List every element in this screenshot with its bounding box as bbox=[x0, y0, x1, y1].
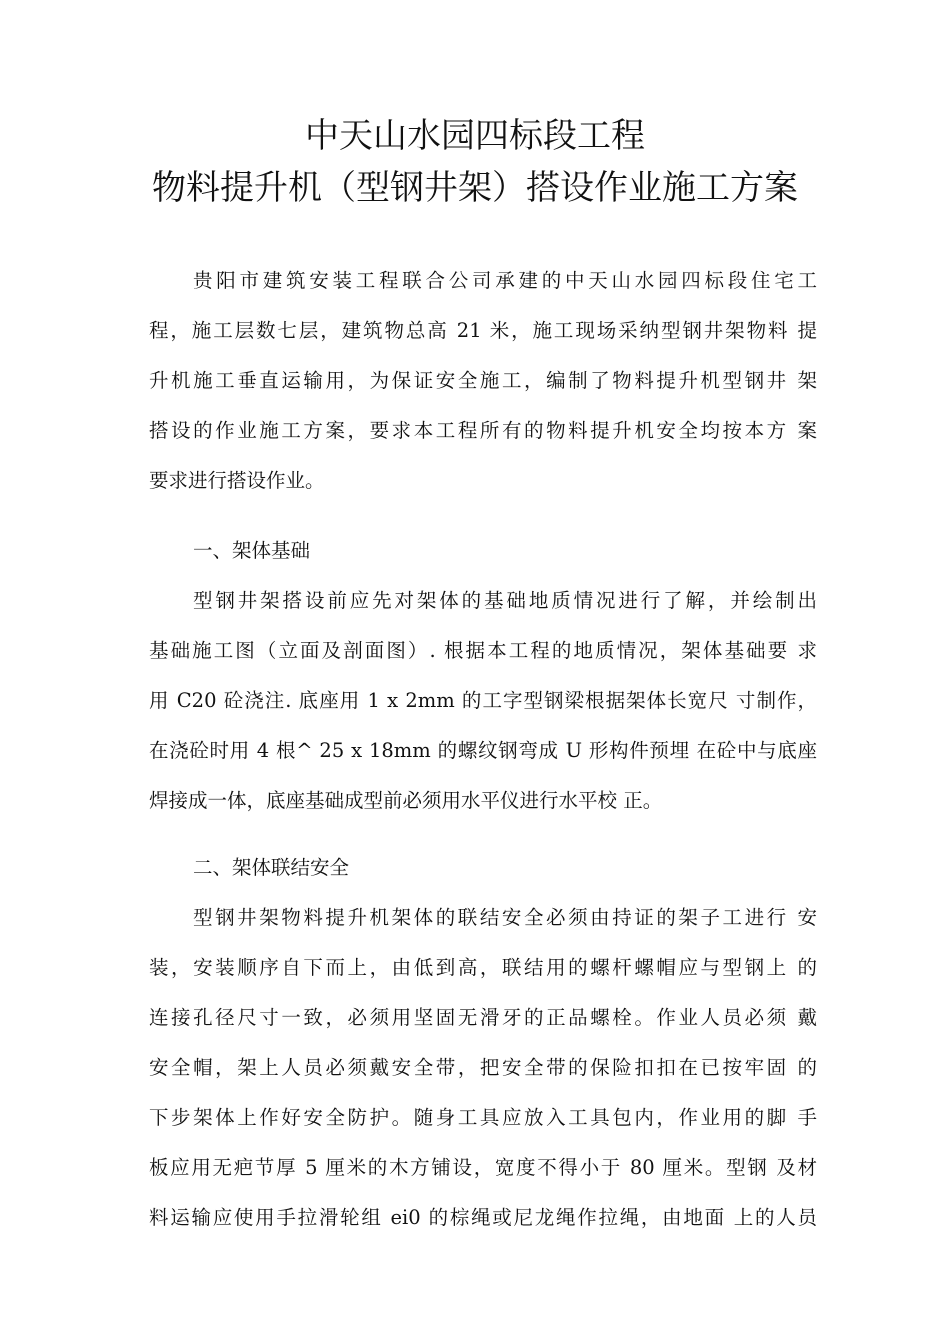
section-1-heading: 一、架体基础 bbox=[193, 539, 311, 562]
document-title-line-1: 中天山水园四标段工程 bbox=[305, 116, 645, 156]
section-2-heading: 二、架体联结安全 bbox=[193, 856, 350, 879]
section-1-line-3: 用 C20 砼浇注. 底座用 1 x 2mm 的工字型钢梁根据架体长宽尺 寸制作， bbox=[149, 689, 817, 712]
section-1-line-5: 焊接成一体，底座基础成型前必须用水平仪进行水平校 正。 bbox=[149, 789, 663, 812]
document-title-line-2: 物料提升机（型钢井架）搭设作业施工方案 bbox=[152, 168, 798, 208]
section-2-line-2: 装，安装顺序自下而上，由低到高，联结用的螺杆螺帽应与型钢上 的 bbox=[149, 956, 817, 979]
section-2-line-4: 安全帽，架上人员必须戴安全带，把安全带的保险扣扣在已按牢固 的 bbox=[149, 1056, 817, 1079]
section-2-line-3: 连接孔径尺寸一致，必须用坚固无滑牙的正品螺栓。作业人员必须 戴 bbox=[149, 1006, 817, 1029]
section-2-line-5: 下步架体上作好安全防护。随身工具应放入工具包内，作业用的脚 手 bbox=[149, 1106, 817, 1129]
intro-line-5: 要求进行搭设作业。 bbox=[149, 469, 325, 492]
section-2-line-1: 型钢井架物料提升机架体的联结安全必须由持证的架子工进行 安 bbox=[193, 906, 817, 929]
section-2-line-7: 料运输应使用手拉滑轮组 ei0 的棕绳或尼龙绳作拉绳，由地面 上的人员 bbox=[149, 1206, 817, 1229]
intro-line-3: 升机施工垂直运输用，为保证安全施工，编制了物料提升机型钢井 架 bbox=[149, 369, 817, 392]
section-2-line-6: 板应用无疤节厚 5 厘米的木方铺设，宽度不得小于 80 厘米。型钢 及材 bbox=[149, 1156, 817, 1179]
intro-line-1: 贵阳市建筑安装工程联合公司承建的中天山水园四标段住宅工 bbox=[193, 269, 817, 292]
section-1-line-4: 在浇砼时用 4 根^ 25 x 18mm 的螺纹钢弯成 U 形构件预埋 在砼中与底座 bbox=[149, 739, 817, 762]
intro-line-2: 程，施工层数七层，建筑物总高 21 米，施工现场采纳型钢井架物料 提 bbox=[149, 319, 817, 342]
section-1-line-2: 基础施工图（立面及剖面图）. 根据本工程的地质情况，架体基础要 求 bbox=[149, 639, 817, 662]
intro-line-4: 搭设的作业施工方案，要求本工程所有的物料提升机安全均按本方 案 bbox=[149, 419, 817, 442]
section-1-line-1: 型钢井架搭设前应先对架体的基础地质情况进行了解，并绘制出 bbox=[193, 589, 817, 612]
